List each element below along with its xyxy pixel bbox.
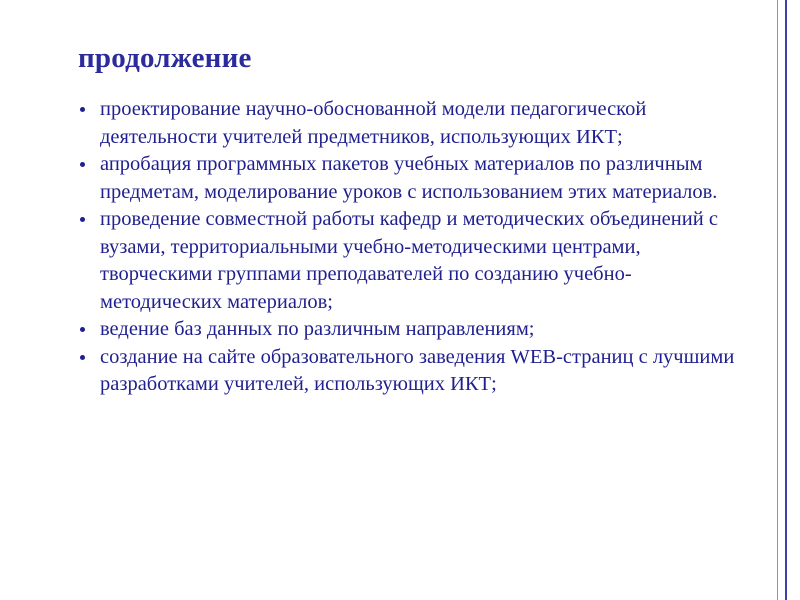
right-border-decoration-thin bbox=[777, 0, 778, 600]
bullet-dot-icon bbox=[80, 107, 85, 112]
bullet-dot-icon bbox=[80, 162, 85, 167]
bullet-dot-icon bbox=[80, 355, 85, 360]
list-item bbox=[78, 344, 750, 399]
list-item-text: ведение баз данных по различным направлениям; bbox=[100, 318, 535, 340]
right-border-decoration bbox=[785, 0, 787, 600]
list-item-text: проведение совместной работы кафедр и методических объединений с вузами, территориальными учебно-методическими центрами, творческими группами преподавателей по созданию учебно-методических материалов; bbox=[100, 208, 718, 313]
list-item bbox=[78, 206, 750, 316]
list-item bbox=[78, 151, 750, 206]
page-title: продолжение bbox=[78, 42, 252, 74]
bullet-dot-icon bbox=[80, 327, 85, 332]
list-item-text: проектирование научно-обоснованной модели педагогической деятельности учителей предметников, использующих ИКТ; bbox=[100, 98, 647, 148]
title-divider bbox=[52, 88, 112, 90]
list-item-text: создание на сайте образовательного заведения WEB-страниц с лучшими разработками учителей, использующих ИКТ; bbox=[100, 345, 735, 395]
list-item-text: апробация программных пакетов учебных материалов по различным предметам, моделирование уроков с использованием этих материалов. bbox=[100, 153, 718, 203]
bullet-dot-icon bbox=[80, 217, 85, 222]
list-item bbox=[78, 316, 750, 344]
bullet-list-container bbox=[78, 96, 750, 399]
bullet-list bbox=[78, 96, 750, 399]
list-item bbox=[78, 96, 750, 151]
